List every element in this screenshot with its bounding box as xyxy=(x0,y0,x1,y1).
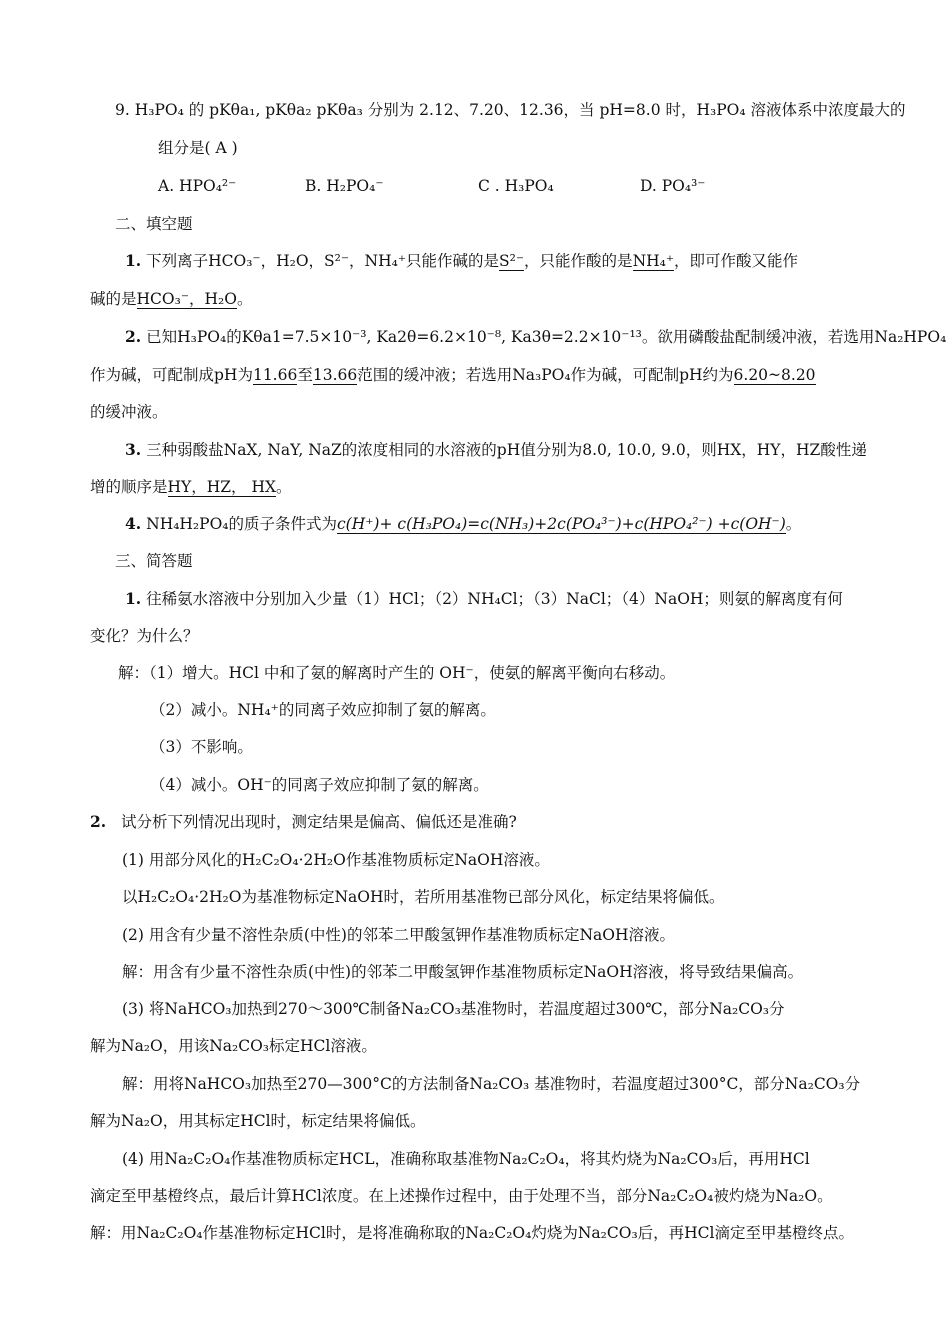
sa-2-part3-question-line1: (3) 将NaHCO₃加热到270～300℃制备Na₂CO₃基准物时，若温度超过300℃，部分Na₂CO₃分 xyxy=(122,1000,785,1018)
q9-option-b: B. H₂PO₄⁻ xyxy=(305,177,384,195)
fill-1-blank-base: S²⁻ xyxy=(499,252,525,270)
fill-1-number: 1. xyxy=(125,251,142,270)
sa-1-answer-1: 解：（1）增大。HCl 中和了氨的解离时产生的 OH⁻，使氨的解离平衡向右移动。 xyxy=(118,664,676,682)
fill-3-blank-order: HY，HZ， HX xyxy=(167,478,277,496)
fill-3-end: 。 xyxy=(276,478,292,496)
sa-1-question-line1 xyxy=(125,589,843,609)
fill-2-line2 xyxy=(90,365,816,385)
fill-2-text: 已知H₃PO₄的Kθa1=7.5×10⁻³, Ka2θ=6.2×10⁻⁸, Ka3θ=2.2×10⁻¹³。欲用磷酸盐配制缓冲液，若选用Na₂HPO₄ xyxy=(146,328,947,346)
fill-3-number: 3. xyxy=(125,440,142,459)
sa-2-part3-answer-line2: 解为Na₂O，用其标定HCl时，标定结果将偏低。 xyxy=(90,1112,426,1130)
sa-2-part1-answer: 以H₂C₂O₄·2H₂O为基准物标定NaOH时，若所用基准物已部分风化，标定结果将偏低。 xyxy=(122,888,725,906)
fill-2-line2-a: 作为碱，可配制成pH为 xyxy=(90,366,253,384)
fill-1-line2 xyxy=(90,289,252,309)
fill-2-blank-ph-range: 6.20~8.20 xyxy=(733,366,816,384)
sa-1-question-line2: 变化？为什么？ xyxy=(90,627,199,645)
q9-line1: 9. H₃PO₄ 的 pKθa₁, pKθa₂ pKθa₃ 分别为 2.12、7.20、12.36，当 pH=8.0 时，H₃PO₄ 溶液体系中浓度最大的 xyxy=(115,101,906,119)
sa-2-part4-question-line2: 滴定至甲基橙终点，最后计算HCl浓度。在上述操作过程中，由于处理不当，部分Na₂C₂O₄被灼烧为Na₂O。 xyxy=(90,1187,833,1205)
fill-1-mid: ，只能作酸的是 xyxy=(524,252,633,270)
fill-3-line2 xyxy=(90,477,292,497)
section-2-title: 二、填空题 xyxy=(115,215,193,233)
sa-1-answer-2: （2）减小。NH₄⁺的同离子效应抑制了氨的解离。 xyxy=(150,701,496,719)
sa-2-question xyxy=(90,812,517,832)
sa-1-answer-3: （3）不影响。 xyxy=(150,738,253,756)
sa-2-question-text: 试分析下列情况出现时，测定结果是偏高、偏低还是准确? xyxy=(120,813,517,831)
sa-1-question-text: 往稀氨水溶液中分别加入少量（1）HCl；（2）NH₄Cl；（3）NaCl；（4）NaOH；则氨的解离度有何 xyxy=(146,590,843,608)
fill-1-end: 。 xyxy=(236,290,253,308)
fill-4-number: 4. xyxy=(125,514,142,533)
sa-1-answer-4: （4）减小。OH⁻的同离子效应抑制了氨的解离。 xyxy=(150,776,489,794)
fill-2-blank-ph-high: 13.66 xyxy=(312,366,358,384)
fill-1-blank-acid: NH₄⁺ xyxy=(632,252,675,270)
sa-2-part3-answer-line1: 解：用将NaHCO₃加热至270—300°C的方法制备Na₂CO₃ 基准物时，若温度超过300°C，部分Na₂CO₃分 xyxy=(122,1075,861,1093)
fill-4-blank-proton-condition: c(H⁺)+ c(H₃PO₄)=c(NH₃)+2c(PO₄³⁻)+c(HPO₄²⁻) +c(OH⁻) xyxy=(337,515,786,533)
sa-2-part4-question-line1: (4) 用Na₂C₂O₄作基准物质标定HCL，准确称取基准物Na₂C₂O₄，将其灼烧为Na₂CO₃后，再用HCl xyxy=(122,1150,810,1168)
fill-4-text: NH₄H₂PO₄的质子条件式为 xyxy=(146,515,337,533)
fill-1-tail: ，即可作酸又能作 xyxy=(674,252,799,270)
q9-option-c: C . H₃PO₄ xyxy=(478,177,554,195)
fill-1-blank-amphoteric: HCO₃⁻，H₂O xyxy=(136,290,237,308)
sa-2-part2-answer: 解：用含有少量不溶性杂质(中性)的邻苯二甲酸氢钾作基准物质标定NaOH溶液，将导致结果偏高。 xyxy=(122,963,804,981)
fill-3-line1 xyxy=(125,440,867,460)
q9-line2: 组分是( A ) xyxy=(158,139,238,157)
section-3-title: 三、简答题 xyxy=(115,552,193,570)
sa-2-number: 2. xyxy=(90,812,107,831)
sa-2-part4-answer-line1: 解：用Na₂C₂O₄作基准物标定HCl时，是将准确称取的Na₂C₂O₄灼烧为Na₂CO₃后，再HCl滴定至甲基橙终点。 xyxy=(90,1224,854,1242)
fill-1-text: 下列离子HCO₃⁻，H₂O，S²⁻，NH₄⁺只能作碱的是 xyxy=(146,252,500,270)
fill-2-line3: 的缓冲液。 xyxy=(90,403,168,421)
fill-1-line2-text: 碱的是 xyxy=(90,290,137,308)
fill-2-number: 2. xyxy=(125,327,142,346)
sa-2-part3-question-line2: 解为Na₂O，用该Na₂CO₃标定HCl溶液。 xyxy=(90,1037,377,1055)
fill-3-line2-text: 增的顺序是 xyxy=(90,478,168,496)
fill-3-text: 三种弱酸盐NaX, NaY, NaZ的浓度相同的水溶液的pH值分别为8.0, 10.0, 9.0，则HX，HY，HZ酸性递 xyxy=(146,441,867,459)
fill-2-line1 xyxy=(125,327,946,347)
fill-4-line1 xyxy=(125,514,801,534)
q9-option-a: A. HPO₄²⁻ xyxy=(158,177,237,195)
fill-4-end: 。 xyxy=(785,515,802,533)
fill-2-line2-c: 范围的缓冲液；若选用Na₃PO₄作为碱，可配制pH约为 xyxy=(357,366,734,384)
fill-1-line1 xyxy=(125,251,798,271)
sa-2-part1-question: (1) 用部分风化的H₂C₂O₄·2H₂O作基准物质标定NaOH溶液。 xyxy=(122,851,550,869)
q9-option-d: D. PO₄³⁻ xyxy=(640,177,706,195)
sa-2-part2-question: (2) 用含有少量不溶性杂质(中性)的邻苯二甲酸氢钾作基准物质标定NaOH溶液。 xyxy=(122,926,676,944)
sa-1-number: 1. xyxy=(125,589,142,608)
fill-2-blank-ph-low: 11.66 xyxy=(252,366,298,384)
fill-2-line2-b: 至 xyxy=(297,366,313,384)
